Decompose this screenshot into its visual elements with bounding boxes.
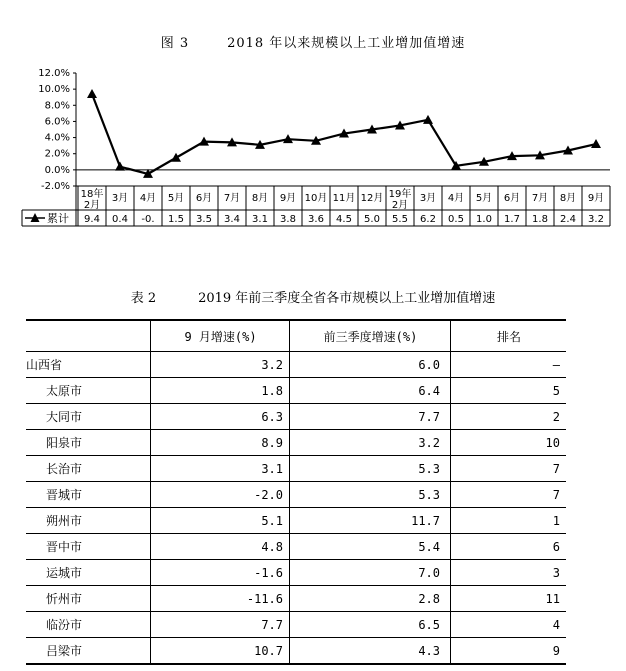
q3-growth-cell: 5.3 — [290, 482, 451, 508]
data-value-label: 2.4 — [560, 214, 576, 225]
x-category-label: 5月 — [475, 193, 493, 204]
data-value-label: 5.0 — [364, 214, 380, 225]
growth-line-chart — [0, 60, 626, 252]
data-value-label: 3.8 — [280, 214, 296, 225]
table-row — [26, 638, 566, 665]
x-category-label: 10月 — [304, 193, 328, 204]
table-header-row — [26, 320, 566, 352]
table-body — [26, 352, 566, 665]
table-row — [26, 612, 566, 638]
data-point-marker — [591, 139, 601, 148]
x-category-label: 8月 — [559, 193, 577, 204]
table-row — [26, 456, 566, 482]
rank-cell: 4 — [451, 612, 567, 638]
legend-label: 累计 — [47, 212, 69, 225]
table-row — [26, 352, 566, 378]
header-region — [26, 320, 151, 352]
region-name-cell: 临汾市 — [26, 612, 151, 638]
september-growth-cell: 3.1 — [151, 456, 290, 482]
september-growth-cell: 4.8 — [151, 534, 290, 560]
september-growth-cell: -11.6 — [151, 586, 290, 612]
data-value-label: 3.5 — [196, 214, 212, 225]
data-value-label: 1.8 — [532, 214, 548, 225]
data-point-marker — [87, 89, 97, 98]
table-row — [26, 586, 566, 612]
y-tick-label: 6.0% — [44, 116, 70, 128]
september-growth-cell: 10.7 — [151, 638, 290, 665]
september-growth-cell: 3.2 — [151, 352, 290, 378]
y-tick-label: 2.0% — [44, 148, 70, 160]
x-category-label: 18年 — [80, 189, 104, 200]
q3-growth-cell: 5.3 — [290, 456, 451, 482]
region-name-cell: 晋中市 — [26, 534, 151, 560]
rank-cell: 7 — [451, 482, 567, 508]
table-row — [26, 378, 566, 404]
rank-cell: 6 — [451, 534, 567, 560]
rank-cell: 1 — [451, 508, 567, 534]
y-tick-label: 8.0% — [44, 100, 70, 112]
september-growth-cell: 1.8 — [151, 378, 290, 404]
table-row — [26, 430, 566, 456]
data-point-marker — [115, 162, 125, 171]
data-value-label: 1.5 — [168, 214, 184, 225]
region-name-cell: 吕梁市 — [26, 638, 151, 665]
data-value-label: 3.4 — [224, 214, 240, 225]
x-category-label: 6月 — [503, 193, 521, 204]
september-growth-cell: 5.1 — [151, 508, 290, 534]
data-value-label: 4.5 — [336, 214, 352, 225]
data-point-marker — [171, 153, 181, 162]
september-growth-cell: 8.9 — [151, 430, 290, 456]
x-category-label: 7月 — [531, 193, 549, 204]
x-category-label: 9月 — [587, 193, 605, 204]
y-tick-label: 4.0% — [44, 132, 70, 144]
y-tick-label: 12.0% — [38, 68, 70, 79]
rank-cell: 9 — [451, 638, 567, 665]
september-growth-cell: -1.6 — [151, 560, 290, 586]
y-tick-label: 0.0% — [44, 164, 70, 176]
header-q3-growth: 前三季度增速(%) — [290, 320, 451, 352]
table-number: 表 2 — [130, 291, 157, 306]
q3-growth-cell: 2.8 — [290, 586, 451, 612]
region-name-cell: 运城市 — [26, 560, 151, 586]
region-name-cell: 大同市 — [26, 404, 151, 430]
data-value-label: -0. — [141, 214, 155, 225]
y-tick-label: -2.0% — [40, 181, 70, 192]
x-category-label: 7月 — [223, 193, 241, 204]
data-value-label: 3.1 — [252, 214, 268, 225]
table-row — [26, 560, 566, 586]
y-tick-label: 10.0% — [38, 84, 70, 96]
x-category-label: 4月 — [139, 193, 157, 204]
q3-growth-cell: 6.4 — [290, 378, 451, 404]
region-name-cell: 阳泉市 — [26, 430, 151, 456]
data-value-label: 3.2 — [588, 214, 604, 225]
rank-cell: 10 — [451, 430, 567, 456]
data-value-label: 1.0 — [476, 214, 492, 225]
region-name-cell: 忻州市 — [26, 586, 151, 612]
region-name-cell: 长治市 — [26, 456, 151, 482]
data-value-label: 0.5 — [448, 214, 464, 225]
q3-growth-cell: 6.0 — [290, 352, 451, 378]
q3-growth-cell: 11.7 — [290, 508, 451, 534]
rank-cell: 2 — [451, 404, 567, 430]
september-growth-cell: -2.0 — [151, 482, 290, 508]
figure-number: 图 3 — [160, 36, 190, 51]
figure-title-text: 2018 年以来规模以上工业增加值增速 — [227, 36, 466, 51]
data-value-label: 3.6 — [308, 214, 324, 225]
rank-cell: — — [451, 352, 567, 378]
q3-growth-cell: 4.3 — [290, 638, 451, 665]
q3-growth-cell: 5.4 — [290, 534, 451, 560]
x-category-label: 3月 — [419, 193, 437, 204]
data-point-marker — [423, 115, 433, 124]
x-category-label: 11月 — [332, 193, 356, 204]
data-value-label: 0.4 — [112, 214, 128, 225]
x-category-label: 19年 — [388, 189, 412, 200]
rank-cell: 11 — [451, 586, 567, 612]
city-growth-table — [26, 319, 566, 665]
rank-cell: 7 — [451, 456, 567, 482]
table-row — [26, 534, 566, 560]
region-name-cell: 朔州市 — [26, 508, 151, 534]
x-category-label: 3月 — [111, 193, 129, 204]
table-row — [26, 404, 566, 430]
region-name-cell: 山西省 — [26, 352, 151, 378]
data-value-label: 1.7 — [504, 214, 520, 225]
header-rank: 排名 — [451, 320, 567, 352]
data-value-label: 9.4 — [84, 214, 100, 225]
x-category-label: 6月 — [195, 193, 213, 204]
header-september-growth: 9 月增速(%) — [151, 320, 290, 352]
x-category-label: 2月 — [83, 200, 101, 211]
q3-growth-cell: 7.7 — [290, 404, 451, 430]
x-category-label: 9月 — [279, 193, 297, 204]
x-category-label: 2月 — [391, 200, 409, 211]
figure-title — [0, 32, 626, 51]
x-category-label: 5月 — [167, 193, 185, 204]
x-category-label: 4月 — [447, 193, 465, 204]
rank-cell: 3 — [451, 560, 567, 586]
x-category-label: 12月 — [360, 193, 384, 204]
september-growth-cell: 7.7 — [151, 612, 290, 638]
x-category-label: 8月 — [251, 193, 269, 204]
q3-growth-cell: 3.2 — [290, 430, 451, 456]
region-name-cell: 太原市 — [26, 378, 151, 404]
q3-growth-cell: 7.0 — [290, 560, 451, 586]
table-row — [26, 508, 566, 534]
table-title — [0, 287, 626, 306]
data-value-label: 5.5 — [392, 214, 408, 225]
q3-growth-cell: 6.5 — [290, 612, 451, 638]
rank-cell: 5 — [451, 378, 567, 404]
table-title-text: 2019 年前三季度全省各市规模以上工业增加值增速 — [198, 291, 496, 306]
table-row — [26, 482, 566, 508]
region-name-cell: 晋城市 — [26, 482, 151, 508]
september-growth-cell: 6.3 — [151, 404, 290, 430]
data-value-label: 6.2 — [420, 214, 436, 225]
